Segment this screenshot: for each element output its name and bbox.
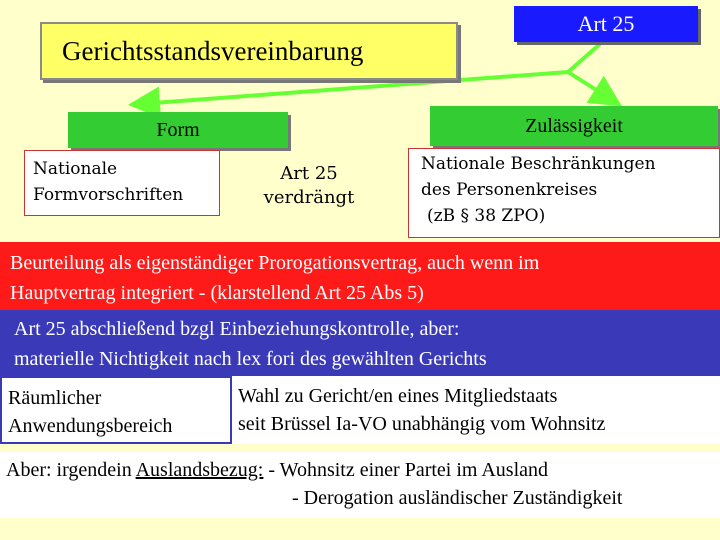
red-band-line1: Beurteilung als eigenständiger Prorogationsvertrag, auch wenn im xyxy=(10,252,540,274)
wahl-line2: seit Brüssel Ia-VO unabhängig vom Wohnsitz xyxy=(238,413,606,435)
verdraengt-line2: verdrängt xyxy=(263,187,355,208)
art25-text: Art 25 xyxy=(577,11,635,36)
nat-form-line1: Nationale xyxy=(33,159,118,179)
verdraengt-line1: Art 25 xyxy=(280,163,338,184)
beschr-line2: des Personenkreises xyxy=(421,180,598,200)
form-label xyxy=(68,112,288,148)
blue-band-line1: Art 25 abschließend bzgl Einbeziehungskontrolle, aber: xyxy=(14,318,460,340)
nationale-formvorschriften-box xyxy=(24,150,220,216)
nationale-beschraenkungen-box xyxy=(408,148,720,238)
nat-form-line2: Formvorschriften xyxy=(33,185,184,205)
aber-rest1: - Wohnsitz einer Partei im Ausland xyxy=(263,459,549,481)
zulaessigkeit-label xyxy=(430,106,718,146)
wahl-gericht-box xyxy=(232,376,720,444)
title-box xyxy=(40,22,458,80)
einbeziehungskontrolle-band xyxy=(0,310,720,376)
prorogationsvertrag-band xyxy=(0,242,720,310)
zulaessigkeit-label-text: Zulässigkeit xyxy=(525,115,623,137)
beschr-line1: Nationale Beschränkungen xyxy=(421,154,656,174)
blue-band-line2: materielle Nichtigkeit nach lex fori des gewählten Gerichts xyxy=(14,348,487,370)
red-band-line2: Hauptvertrag integriert - (klarstellend Art 25 Abs 5) xyxy=(10,282,424,304)
art25-verdraengt-text xyxy=(244,162,374,222)
arrow-to-zulaessigkeit xyxy=(568,72,612,100)
raeuml-line1: Räumlicher xyxy=(8,387,102,409)
beschr-line3: (zB § 38 ZPO) xyxy=(427,206,546,226)
wahl-line1: Wahl zu Gericht/en eines Mitgliedstaats xyxy=(238,385,558,407)
aber-prefix: Aber: irgendein xyxy=(6,459,136,481)
title-text: Gerichtsstandsvereinbarung xyxy=(62,36,364,66)
art25-box xyxy=(514,6,698,42)
raeumlicher-anwendungsbereich-box xyxy=(0,376,232,444)
raeuml-line2: Anwendungsbereich xyxy=(8,415,173,437)
auslandsbezug-box xyxy=(0,452,720,518)
aber-line2: - Derogation ausländischer Zuständigkeit xyxy=(292,487,623,509)
form-label-text: Form xyxy=(156,119,200,141)
arrow-art25-stem xyxy=(568,44,600,72)
aber-underlined: Auslandsbezug: xyxy=(135,459,264,481)
